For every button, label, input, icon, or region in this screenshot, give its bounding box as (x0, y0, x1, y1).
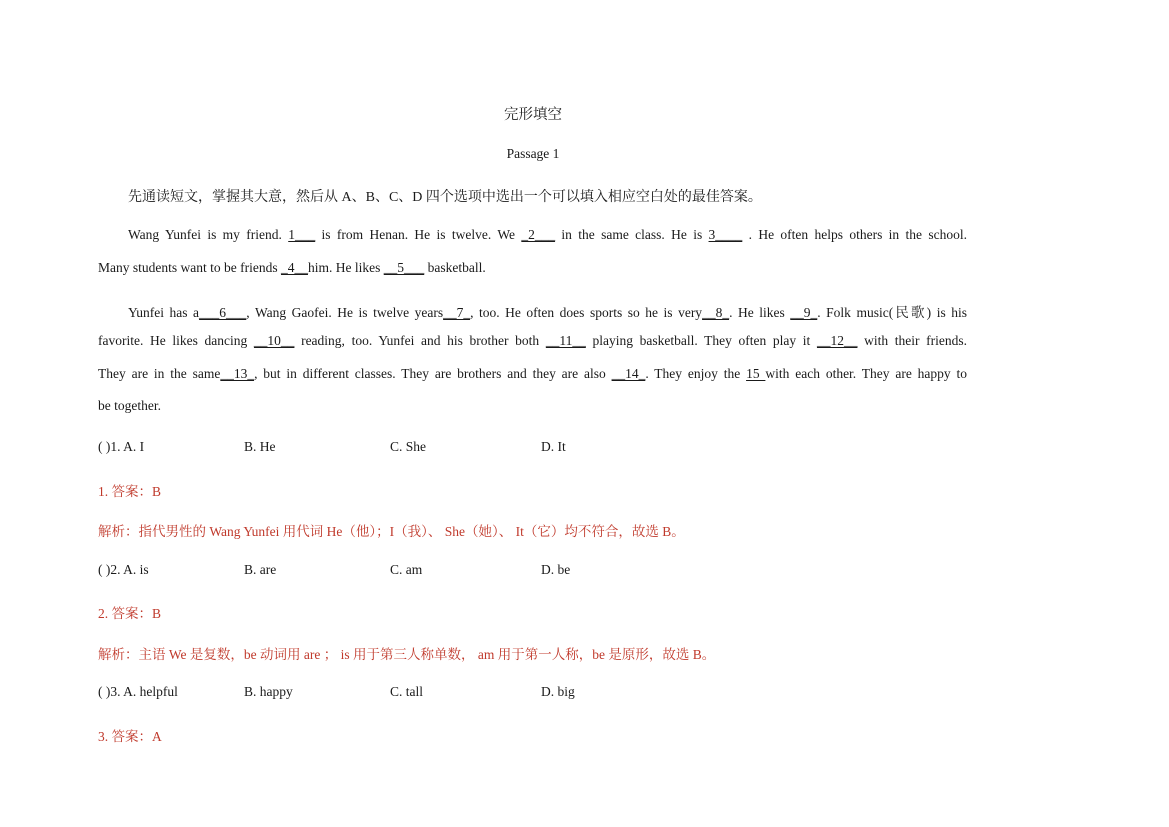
option-d: D. be (541, 562, 571, 577)
blank-5: __5___ (383, 260, 425, 275)
answer-2: 2. 答案：B (98, 606, 162, 621)
option-b: B. happy (244, 684, 293, 699)
question-1 (98, 439, 898, 459)
option-c: C. She (390, 439, 427, 454)
passage-line: Yunfei has a___6___, Wang Gaofei. He is twelve years__7_, too. He often does sports so he is very__8_. He likes __9_. Folk music(民歌) is his (128, 305, 967, 320)
blank-11: __11__ (545, 333, 586, 348)
blank-3: 3____ (708, 227, 743, 242)
blank-14: __14_ (611, 366, 646, 381)
page-title: 完形填空 (504, 107, 562, 123)
blank-8: __8_ (702, 305, 730, 320)
passage-line: favorite. He likes dancing __10__ reading, too. Yunfei and his brother both __11__ playing basketball. They often play it __12__ with their friends. (98, 333, 968, 348)
passage-line: They are in the same__13_, but in different classes. They are brothers and they are also __14_. They enjoy the 15 with each other. They are happy to (98, 366, 968, 381)
option-a: ( )1. A. I (98, 439, 145, 454)
option-d: D. big (541, 684, 575, 699)
blank-13: __13_ (220, 366, 255, 381)
blank-1: 1___ (288, 227, 316, 242)
blank-2: _2___ (521, 227, 556, 242)
answer-3: 3. 答案：A (98, 729, 162, 744)
passage-line: Many students want to be friends _4__him. He likes __5___ basketball. (98, 260, 486, 275)
option-d: D. It (541, 439, 566, 454)
explanation-2: 解析：主语 We 是复数，be 动词用 are ； is 用于第三人称单数， am 用于第一人称，be 是原形，故选 B。 (98, 647, 716, 662)
question-3 (98, 684, 898, 704)
option-c: C. tall (390, 684, 423, 699)
option-b: B. He (244, 439, 276, 454)
blank-4: _4__ (280, 260, 308, 275)
blank-12: __12__ (816, 333, 858, 348)
explanation-1: 解析：指代男性的 Wang Yunfei 用代词 He（他）；I（我）、 She（她）、 It（它）均不符合，故选 B。 (98, 524, 685, 539)
option-a: ( )3. A. helpful (98, 684, 178, 699)
option-c: C. am (390, 562, 423, 577)
blank-15: 15 (746, 366, 766, 381)
passage-subtitle: Passage 1 (506, 146, 560, 161)
blank-7: __7_ (443, 305, 471, 320)
option-a: ( )2. A. is (98, 562, 149, 577)
blank-10: __10__ (253, 333, 295, 348)
option-b: B. are (244, 562, 277, 577)
blank-9: __9_ (790, 305, 818, 320)
instructions: 先通读短文，掌握其大意，然后从 A、B、C、D 四个选项中选出一个可以填入相应空白处的最佳答案。 (128, 190, 762, 205)
passage-line: be together. (98, 398, 161, 413)
answer-1: 1. 答案：B (98, 484, 162, 499)
passage-line: Wang Yunfei is my friend. 1___ is from Henan. He is twelve. We _2___ in the same class. He is 3____ . He often helps others in the school. (128, 227, 967, 242)
blank-6: ___6___ (199, 305, 247, 320)
question-2 (98, 562, 898, 582)
